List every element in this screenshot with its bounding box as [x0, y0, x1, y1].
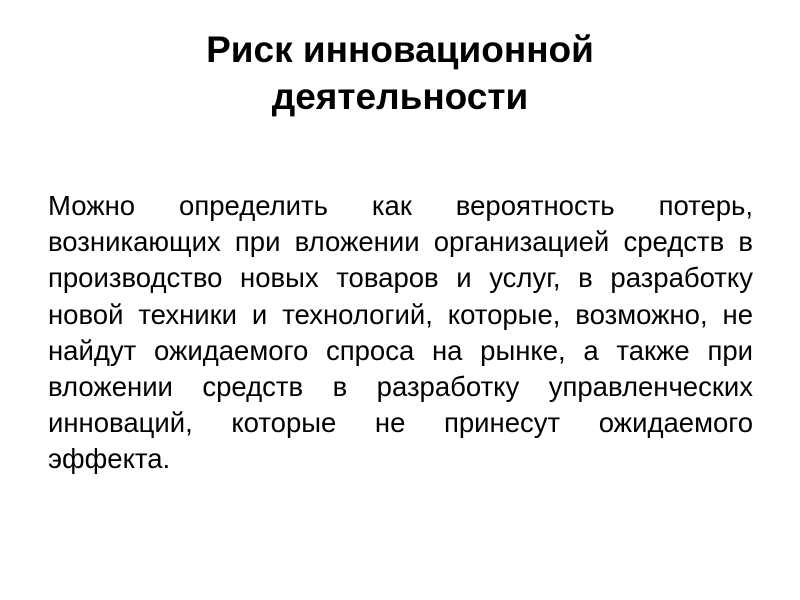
- slide-title: [0, 26, 800, 120]
- slide-title-line-1: Риск инновационной: [206, 29, 594, 70]
- slide-body-text: Можно определить как вероятность потерь, возникающих при вложении организацией средств в производство новых товаров и услуг, в разработку новой техники и технологий, которые, возможно, не найдут ожидаемого спроса на рынке, а также при вложении средств в разработку управленческих инноваций, которые не принесут ожидаемого эффекта.: [48, 190, 753, 475]
- slide-title-line-2: деятельности: [271, 76, 529, 117]
